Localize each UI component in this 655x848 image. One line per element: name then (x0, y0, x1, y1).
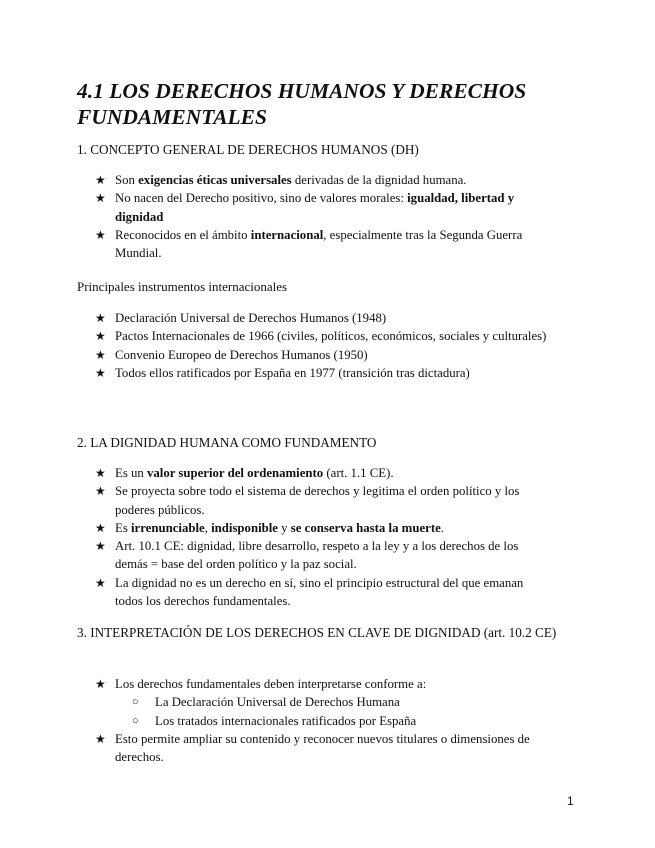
sub-list (115, 693, 547, 730)
star-bullet-icon: ★ (95, 365, 106, 380)
star-bullet-icon: ★ (95, 347, 106, 362)
star-bullet-icon: ★ (95, 520, 106, 535)
circle-bullet-icon: ○ (132, 696, 139, 709)
list-item: ★ Todos ellos ratificados por España en 1977 (transición tras dictadura) (77, 364, 547, 382)
sub-list-item: ○ Los tratados internacionales ratificados por España (115, 712, 547, 730)
list-item: ★ Art. 10.1 CE: dignidad, libre desarrollo, respeto a la ley y a los derechos de los demás = base del orden político y la paz social. (95, 539, 519, 572)
star-bullet-icon: ★ (95, 677, 106, 691)
section-1-heading: 1. CONCEPTO GENERAL DE DERECHOS HUMANOS (DH) (77, 142, 419, 157)
list-item: ★ No nacen del Derecho positivo, sino de valores morales: igualdad, libertad y dignidad (95, 191, 515, 224)
list-item: ★ Esto permite ampliar su contenido y reconocer nuevos titulares o dimensiones de derechos. (95, 731, 530, 765)
section-3-heading: 3. INTERPRETACIÓN DE LOS DERECHOS EN CLAVE DE DIGNIDAD (art. 10.2 CE) (77, 625, 557, 640)
document-title: 4.1 LOS DERECHOS HUMANOS Y DERECHOS FUNDAMENTALES (77, 79, 527, 129)
list-item: ★ La dignidad no es un derecho en sí, sino el principio estructural del que emanan todos los derechos fundamentales. (95, 575, 524, 609)
star-bullet-icon: ★ (95, 539, 106, 554)
star-bullet-icon: ★ (95, 466, 106, 480)
list-item: ★ Convenio Europeo de Derechos Humanos (1950) (77, 346, 547, 364)
star-bullet-icon: ★ (95, 173, 106, 187)
list-item: ★ Es irrenunciable, indisponible y se conserva hasta la muerte. (77, 519, 547, 537)
instruments-list (77, 309, 547, 382)
star-bullet-icon: ★ (95, 311, 106, 325)
sub-list-item: ○ La Declaración Universal de Derechos Humana (115, 693, 547, 711)
star-bullet-icon: ★ (95, 191, 106, 206)
list-item: ★ Reconocidos en el ámbito internacional, especialmente tras la Segunda Guerra Mundial. (95, 227, 523, 261)
page-number: 1 (567, 794, 574, 808)
list-item: ★ Pactos Internacionales de 1966 (civiles, políticos, económicos, sociales y culturales) (77, 327, 547, 345)
star-bullet-icon: ★ (95, 484, 106, 499)
circle-bullet-icon: ○ (132, 714, 139, 727)
list-item: ★ Se proyecta sobre todo el sistema de derechos y legitima el orden político y los poderes públicos. (95, 484, 520, 517)
star-bullet-icon: ★ (95, 731, 106, 746)
list-item: ★ Es un valor superior del ordenamiento (art. 1.1 CE). (77, 464, 547, 482)
star-bullet-icon: ★ (95, 227, 106, 242)
list-item: ★ Los derechos fundamentales deben interpretarse conforme a: ○ La Declaración Universal de Derechos Humana ○ Los tratados internacionales ratificados por España (77, 675, 547, 730)
section-3-list (77, 675, 547, 766)
section-1-list (77, 171, 547, 262)
list-item: ★ Declaración Universal de Derechos Humanos (1948) (77, 309, 547, 327)
section-2-heading: 2. LA DIGNIDAD HUMANA COMO FUNDAMENTO (77, 435, 377, 450)
instruments-label: Principales instrumentos internacionales (77, 279, 288, 294)
star-bullet-icon: ★ (95, 329, 106, 344)
star-bullet-icon: ★ (95, 575, 106, 590)
section-2-list (77, 464, 547, 610)
list-item: ★ Son exigencias éticas universales derivadas de la dignidad humana. (77, 171, 547, 189)
